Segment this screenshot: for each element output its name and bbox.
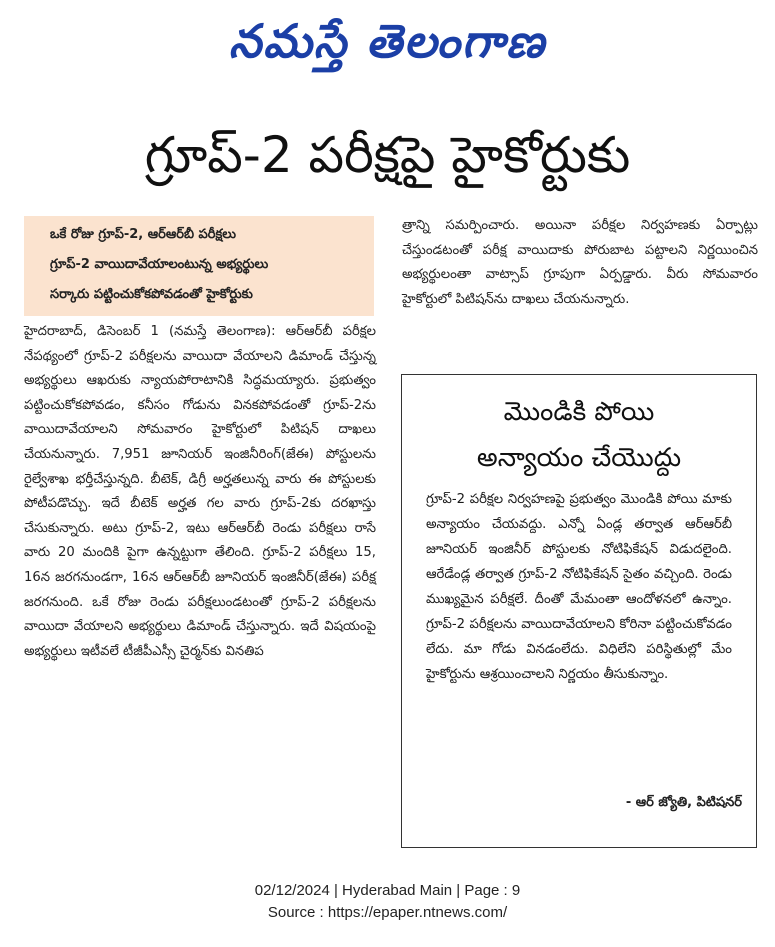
footer-edition-info: 02/12/2024 | Hyderabad Main | Page : 9: [254, 882, 521, 899]
article-paragraph: హైదరాబాద్‌, డిసెంబర్‌ 1 (నమస్తే తెలంగాణ): ఆర్‌ఆర్‌బీ పరీక్షల నేపథ్యంలో గ్రూప్‌-2 పరీక్షలను వాయిదా వేయాలని డిమాండ్‌ చేస్తున్న అభ్యర్థులు ఆఖరుకు న్యాయపోరాటానికి సిద్ధమయ్యారు. ప్రభుత్వం పట్టించుకోకపోవడం, కనీసం గోడును వినకపోవడంతో గ్రూప్‌-2ను వాయిదావేయాలని సోమవారం హైకోర్టులో పిటిషన్‌ దాఖలు చేయనున్నారు. 7,951 జూనియర్‌ ఇంజినీరింగ్‌(జేఈ) పోస్టులను రైల్వేశాఖ భర్తీచేస్తున్నది. బీటెక్‌, డిగ్రీ అర్హతలున్న వారు ఈ పోస్టులకు పోటీపడొచ్చు. ఇదే బీటెక్‌ అర్హత గల వారు గ్రూప్‌-2కు దరఖాస్తు చేసుకున్నారు. అటు గ్రూప్‌-2, ఇటు ఆర్‌ఆర్‌బీ రెండు పరీక్షలు రాసే వారు 20 మందికి పైగా ఉన్నట్టుగా తేలింది. గ్రూప్‌-2 పరీక్షలు 15, 16న జరగనుండగా, 16న ఆర్‌ఆర్‌బీ జూనియర్‌ ఇంజినీర్‌(జేఈ) పరీక్ష జరగనుంది. ఒకే రోజు రెండు పరీక్షలుండటంతో గ్రూప్‌-2 పరీక్షలను వాయిదా వేయాలని అభ్యర్థులు డిమాండ్‌ చేస్తున్నారు. ఇదే విషయంపై అభ్యర్థులు ఇటీవలే టీజీపీఎస్సీ చైర్మన్‌కు వినతిప: [24, 324, 376, 659]
article-body-right-column: [402, 214, 758, 312]
sidebar-paragraph: గ్రూప్‌-2 పరీక్షల నిర్వహణపై ప్రభుత్వం మొండికి పోయి మాకు అన్యాయం చేయవద్దు. ఎన్నో ఏండ్ల తర్వాత ఆర్‌ఆర్‌బీ జూనియర్‌ ఇంజినీర్‌ పోస్టులకు నోటిఫికేషన్‌ విడుదలైంది. ఆరేడేండ్ల తర్వాత గ్రూప్‌-2 నోటిఫికేషన్‌ సైతం వచ్చింది. రెండు ముఖ్యమైన పరీక్షలే. దీంతో మేమంతా ఆందోళనలో ఉన్నాం. గ్రూప్‌-2 పరీక్షలను వాయిదావేయాలని కోరినా పట్టించుకోవడం లేదు. మా గోడు వినడంలేదు. విధిలేని పరిస్థితుల్లో మేం హైకోర్టును ఆశ్రయించాలని నిర్ణయం తీసుకున్నాం.: [426, 492, 732, 682]
article-headline: గ్రూప్‌-2 పరీక్షపై హైకోర్టుకు: [144, 126, 631, 184]
article-body-left-column: [24, 320, 376, 664]
article-paragraph: త్రాన్ని సమర్పించారు. అయినా పరీక్షల నిర్వహణకు ఏర్పాట్లు చేస్తుండటంతో పరీక్ష వాయిదాకు పోరుబాట పట్టాలని నిర్ణయించిన అభ్యర్థులంతా వాట్సాప్‌ గ్రూపుగా ఏర్పడ్డారు. వీరు సోమవారం హైకోర్టులో పిటిషన్‌ను దాఖలు చేయనున్నారు.: [402, 218, 758, 307]
sidebar-body: [426, 487, 732, 687]
sidebar-title: [402, 389, 756, 481]
highlights-box: [24, 216, 374, 316]
highlight-item: • గ్రూప్‌-2 వాయిదావేయాలంటున్న అభ్యర్థులు: [50, 250, 368, 280]
footer-source-link[interactable]: Source : https://epaper.ntnews.com/: [267, 904, 508, 921]
quote-sidebar-box: [401, 374, 757, 848]
highlight-item: • ఒకే రోజు గ్రూప్‌-2, ఆర్‌ఆర్‌బీ పరీక్షలు: [50, 220, 368, 250]
highlight-item: • సర్కారు పట్టించుకోకపోవడంతో హైకోర్టుకు: [50, 280, 368, 310]
sidebar-title-line: అన్యాయం చేయొద్దు: [476, 443, 682, 473]
quote-attribution: - ఆర్‌ జ్యోతి, పిటిషనర్‌: [625, 795, 742, 810]
sidebar-title-line: మొండికి పోయి: [503, 397, 655, 427]
newspaper-masthead: నమస్తే తెలంగాణ: [228, 14, 547, 68]
